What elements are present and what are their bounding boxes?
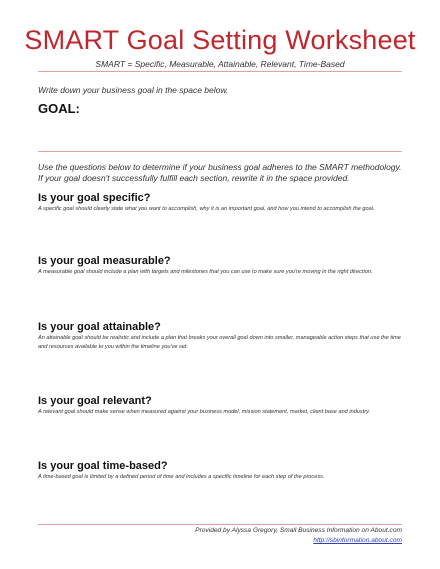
section-heading-time-based: Is your goal time-based? [38, 460, 168, 472]
footer-credit: Provided by Alyssa Gregory, Small Business Information on About.com [195, 527, 402, 534]
section-heading-attainable: Is your goal attainable? [38, 321, 161, 333]
goal-divider [38, 151, 402, 152]
section-heading-specific: Is your goal specific? [38, 192, 151, 204]
section-desc-specific: A specific goal should clearly state what you want to accomplish, why it is an important goal, and how you intend to accomplish the goal. [38, 206, 375, 212]
section-desc-time-based: A time-based goal is limited by a defined period of time and includes a specific timeline for each step of the process. [38, 474, 325, 480]
section-heading-relevant: Is your goal relevant? [38, 395, 152, 407]
instructions-text: Use the questions below to determine if your business goal adheres to the SMART methodology. If your goal doesn't successfully fulfill each section, rewrite it in the space provided. [38, 162, 402, 183]
footer-link[interactable]: http://sbinformation.about.com [313, 537, 402, 544]
section-desc-measurable: A measurable goal should include a plan with targets and milestones that you can use to make sure you're moving in the right direction. [38, 269, 373, 275]
section-desc-attainable: An attainable goal should be realistic and include a plan that breaks your overall goal down into smaller, manageable action steps that use the time and resources available to you within the timeline you've set. [38, 335, 401, 350]
goal-prompt: Write down your business goal in the space below. [38, 85, 229, 95]
section-desc-relevant: A relevant goal should make sense when measured against your business model, mission statement, market, client base and industry. [38, 409, 371, 415]
page-title: SMART Goal Setting Worksheet [24, 25, 416, 55]
section-heading-measurable: Is your goal measurable? [38, 255, 171, 267]
title-divider [38, 71, 402, 72]
footer-divider [38, 524, 402, 525]
page-subtitle: SMART = Specific, Measurable, Attainable, Relevant, Time-Based [95, 59, 345, 69]
goal-label: GOAL: [38, 101, 80, 116]
